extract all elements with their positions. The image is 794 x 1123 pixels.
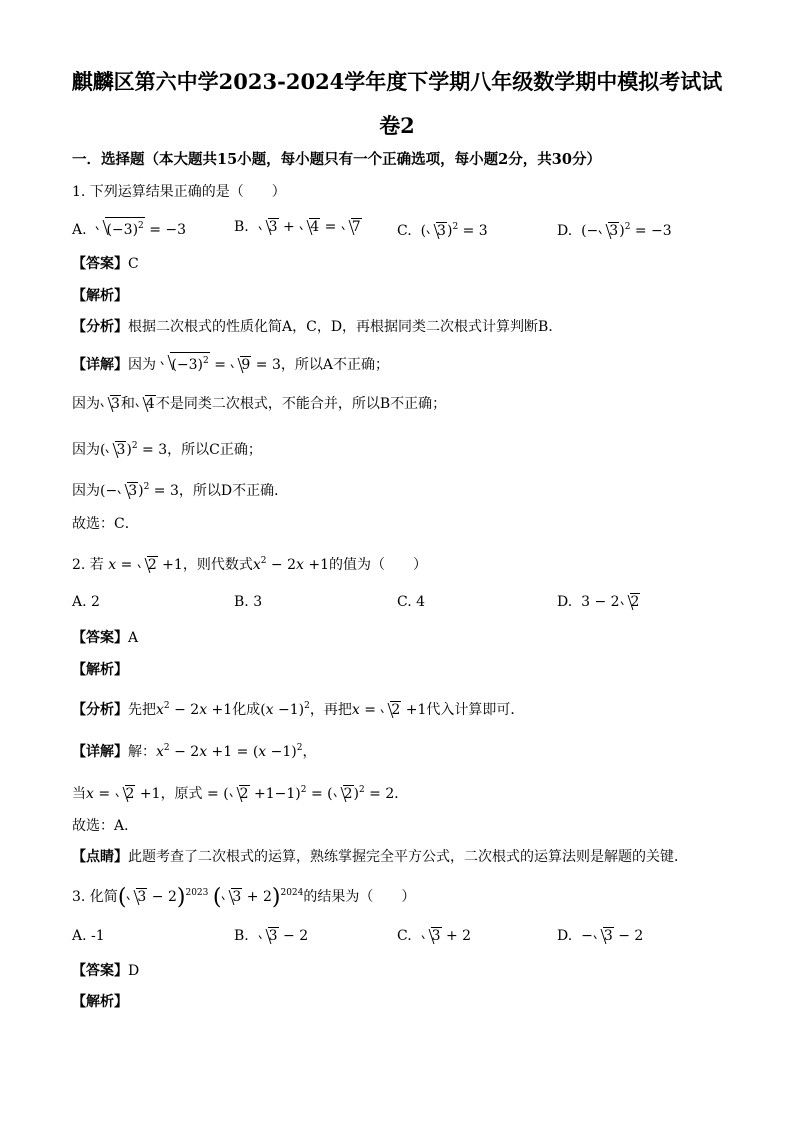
q2-answer-line (72, 628, 138, 648)
detail-tag: 【详解】 (72, 357, 128, 373)
q2-stem-c: 的值为（ ） (329, 557, 428, 573)
q1-detail-suffix1: ，所以A不正确； (280, 357, 389, 373)
q3-option-b-label: B. (234, 928, 249, 944)
q2-fenxi-formula1: $x^2 - 2x +1$ (156, 701, 233, 718)
q2-fenxi-c: ，再把 (309, 702, 352, 718)
q3-stem (72, 883, 416, 910)
q2-option-d (557, 592, 640, 612)
q1-choose: 故选：C． (72, 516, 139, 532)
q3-stem-formula: ( 3 − 2)$^{2023}$ ( 3 + 2)$^{2024}$ (117, 885, 304, 910)
q2-comment-line (72, 847, 688, 867)
q1-detail-line2-b: 和 (120, 396, 135, 412)
q1-fenxi-line (72, 317, 562, 337)
q2-detail-line2: 当x = 2 +1，原式 = ( 2 +1−1)$^2$ = ( 2)$^2$ = 2． (72, 785, 409, 802)
q2-stem-formula1: x = 2 +1 (108, 557, 183, 573)
q1-option-b-formula: 3 + 4 = 7 (253, 219, 362, 235)
q2-detail-line2-a: 当 (72, 786, 86, 802)
q3-option-d-formula: − 3 − 2 (576, 928, 644, 944)
q1-detail-formula1: $(-3)^2$ = 9 = 3 (160, 357, 280, 373)
q2-stem-b: ，则代数式 (182, 557, 253, 573)
q3-option-c-formula: 3 + 2 (416, 928, 471, 944)
q3-option-b (234, 926, 308, 946)
q3-analysis-line (72, 992, 128, 1012)
q1-detail-line2-sqrt3: 3 (100, 396, 121, 412)
q1-stem: 1. 下列运算结果正确的是（ ） (72, 184, 286, 200)
q1-detail-line2-c: 不是同类二次根式，不能合并，所以B不正确； (155, 396, 447, 412)
q2-comment: 此题考查了二次根式的运算，熟练掌握完全平方公式，二次根式的运算法则是解题的关键． (128, 849, 688, 865)
q2-fenxi-d: 代入计算即可． (426, 702, 525, 718)
q1-answer: C (128, 256, 139, 272)
q1-detail-line2 (72, 394, 446, 414)
q3-option-d-label: D. (557, 928, 573, 944)
q2-option-c: C. 4 (397, 594, 426, 610)
q1-detail-line2-sqrt4: 4 (135, 396, 156, 412)
q1-option-c-label: C. (397, 223, 412, 239)
section-heading: 一．选择题（本大题共15小题，每小题只有一个正确选项，每小题2分，共30分） (72, 151, 601, 168)
q2-stem-formula2: $x^2 - 2x +1$ (252, 556, 330, 573)
q2-detail-formula: $x^2 - 2x +1 = (x -1)^2$ (156, 743, 303, 760)
q3-option-c (397, 926, 471, 946)
q3-answer-line (72, 961, 139, 981)
q1-detail-line4-b: ，所以D不正确． (178, 483, 289, 499)
q2-fenxi-a: 先把 (128, 702, 156, 718)
fenxi-tag: 【分析】 (72, 319, 128, 335)
q1-detail-line4-formula: (− 3)$^2$ = 3 (100, 482, 179, 499)
q3-option-d (557, 926, 643, 946)
q1-option-d (557, 217, 672, 241)
q1-option-d-label: D. (557, 223, 573, 239)
comment-tag: 【点睛】 (72, 849, 128, 865)
q2-detail-line2-b: ，原式 (160, 786, 203, 802)
detail-tag: 【详解】 (72, 744, 128, 760)
q2-fenxi-formula3: x = 2 +1 (351, 702, 427, 718)
q2-answer: A (128, 630, 139, 646)
q2-option-a: A. 2 (72, 594, 100, 610)
document-title-line2: 卷2 (379, 113, 415, 138)
q2-option-d-label: D. (557, 594, 573, 610)
q2-detail-line1: 【详解】解：$x^2 - 2x +1 = (x -1)^2$， (72, 743, 317, 760)
q2-option-d-formula: 3 − 2 2 (576, 594, 640, 610)
q1-detail-line3-formula: ( 3)$^2$ = 3 (100, 441, 168, 458)
analysis-tag: 【解析】 (72, 662, 128, 678)
analysis-tag: 【解析】 (72, 994, 128, 1010)
q1-option-c (397, 217, 488, 241)
q3-answer: D (128, 963, 140, 979)
q2-fenxi-line (72, 696, 524, 720)
q3-stem-a: 3. 化简 (72, 889, 118, 905)
analysis-tag: 【解析】 (72, 288, 128, 304)
q3-option-c-label: C. (397, 928, 412, 944)
q2-detail-line2-formula1: x = 2 +1 (86, 786, 161, 802)
q1-analysis-line (72, 286, 128, 306)
q2-stem (72, 551, 427, 575)
document-title-line1: 麒麟区第六中学2023-2024学年度下学期八年级数学期中模拟考试试 (71, 69, 723, 94)
q1-fenxi: 根据二次根式的性质化简A，C，D，再根据同类二次根式计算判断B． (128, 319, 563, 335)
q1-detail-line3-b: ，所以C正确； (167, 442, 262, 458)
q1-detail-line3 (72, 436, 262, 460)
q2-fenxi-b: 化成 (232, 702, 261, 718)
q2-stem-a: 2. 若 (72, 557, 104, 573)
fenxi-tag: 【分析】 (72, 702, 128, 718)
q2-detail-line2-formula2: = ( 2 +1−1)$^2$ = ( 2)$^2$ = 2 (202, 785, 395, 802)
q1-detail-prefix: 因为 (128, 357, 156, 373)
q1-detail-line2-a: 因为 (72, 396, 100, 412)
q1-detail-line4 (72, 477, 288, 501)
answer-tag: 【答案】 (72, 630, 128, 646)
q3-option-a: A. -1 (72, 928, 105, 944)
q3-stem-b: 的结果为（ ） (303, 889, 416, 905)
q2-choose: 故选：A． (72, 818, 139, 834)
answer-tag: 【答案】 (72, 963, 128, 979)
q1-option-c-formula: ( 3)$^2$ = 3 (416, 222, 488, 239)
q2-option-b: B. 3 (234, 594, 263, 610)
q1-detail-line4-a: 因为 (72, 483, 100, 499)
q1-option-a-formula: $(-3)^2 = -3$ (91, 222, 186, 238)
q2-fenxi-formula2: $(x -1)^2$ (260, 701, 310, 718)
q2-detail-a: 解： (128, 744, 156, 760)
q1-option-a-label: A. (72, 222, 87, 238)
q1-detail-line3-a: 因为 (72, 442, 100, 458)
q3-option-b-formula: 3 − 2 (253, 928, 308, 944)
q2-analysis-line (72, 660, 128, 680)
answer-tag: 【答案】 (72, 256, 128, 272)
q1-detail-line1 (72, 352, 389, 375)
q1-option-a (72, 217, 186, 240)
q1-option-d-formula: (− 3)$^2$ = −3 (576, 222, 672, 239)
q1-option-b-label: B. (234, 219, 249, 235)
q1-answer-line (72, 254, 139, 274)
q1-option-b (234, 217, 362, 237)
